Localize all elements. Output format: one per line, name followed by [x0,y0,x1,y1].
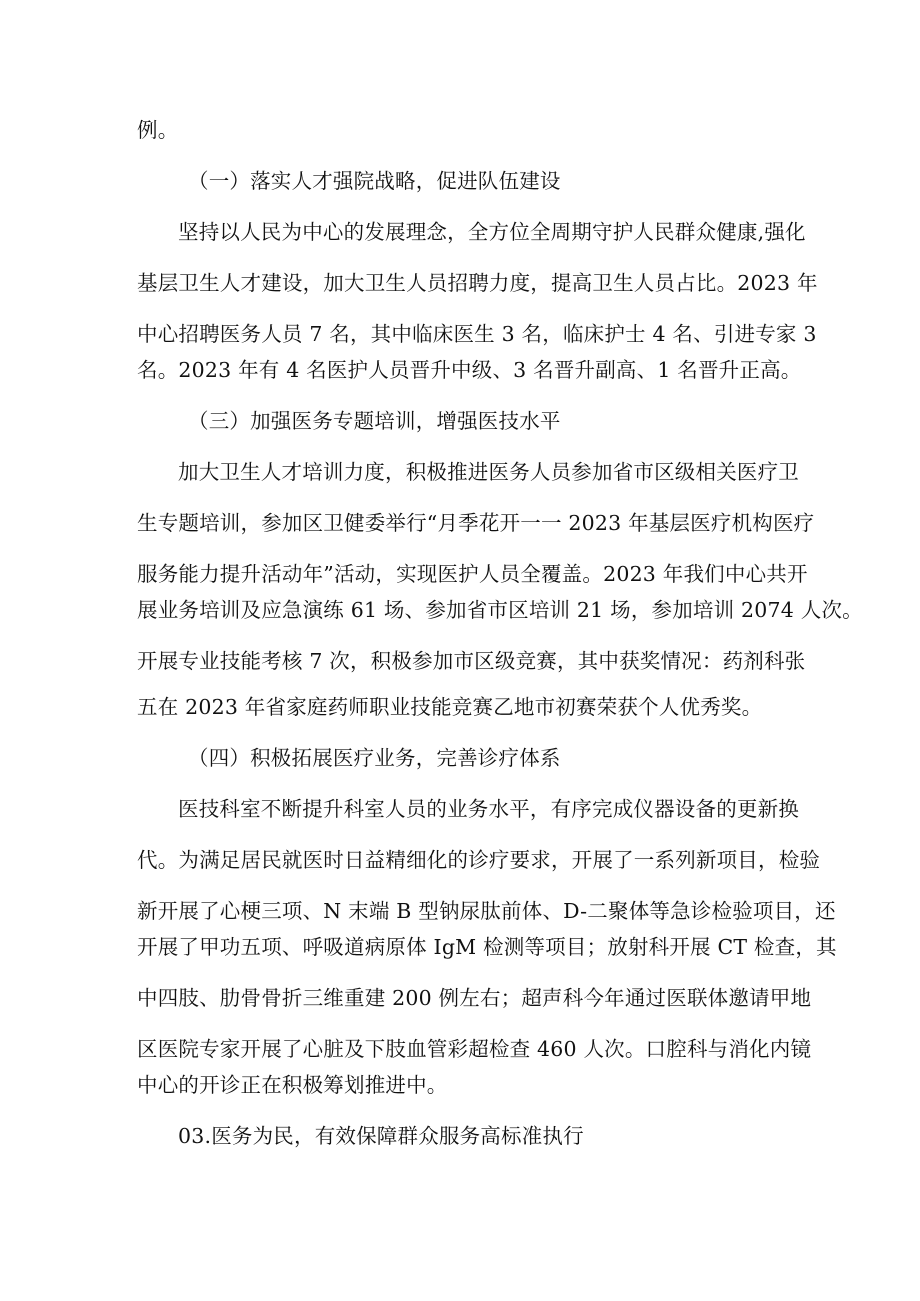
text-line: 加大卫生人才培训力度，积极推进医务人员参加省市区级相关医疗卫 [178,460,799,484]
text-line: 生专题培训，参加区卫健委举行“月季花开一一 2023 年基层医疗机构医疗 [137,511,815,535]
text-line: 服务能力提升活动年”活动，实现医护人员全覆盖。2023 年我们中心共开 [137,562,808,586]
section-heading: （一）落实人才强院战略，促进队伍建设 [188,169,561,193]
section-heading: （三）加强医务专题培训，增强医技水平 [188,409,561,433]
text-line: 展业务培训及应急演练 61 场、参加省市区培训 21 场，参加培训 2074 人次。 [137,598,863,622]
text-line: 中心的开诊正在积极筹划推进中。 [137,1073,448,1097]
text-line: 区医院专家开展了心脏及下肢血管彩超检查 460 人次。口腔科与消化内镜 [137,1037,812,1061]
text-line: 例。 [137,118,179,142]
text-line: 中心招聘医务人员 7 名，其中临床医生 3 名，临床护士 4 名、引进专家 3 [137,322,817,346]
section-subheading: 03.医务为民，有效保障群众服务高标准执行 [178,1124,584,1148]
text-line: 代。为满足居民就医时日益精细化的诊疗要求，开展了一系列新项目，检验 [137,848,821,872]
text-line: 基层卫生人才建设，加大卫生人员招聘力度，提高卫生人员占比。2023 年 [137,271,818,295]
text-line: 医技科室不断提升科室人员的业务水平，有序完成仪器设备的更新换 [178,797,799,821]
text-line: 坚持以人民为中心的发展理念，全方位全周期守护人民群众健康,强化 [178,220,806,244]
text-line: 五在 2023 年省家庭药师职业技能竞赛乙地市初赛荣获个人优秀奖。 [137,695,763,719]
text-line: 新开展了心梗三项、N 末端 B 型钠尿肽前体、D-二聚体等急诊检验项目，还 [137,899,836,923]
text-line: 中四肢、肋骨骨折三维重建 200 例左右；超声科今年通过医联体邀请甲地 [137,986,812,1010]
section-heading: （四）积极拓展医疗业务，完善诊疗体系 [188,746,561,770]
text-line: 开展专业技能考核 7 次，积极参加市区级竞赛，其中获奖情况：药剂科张 [137,649,806,673]
text-line: 开展了甲功五项、呼吸道病原体 IgM 检测等项目；放射科开展 CT 检查，其 [137,935,837,959]
text-line: 名。2023 年有 4 名医护人员晋升中级、3 名晋升副高、1 名晋升正高。 [137,358,802,382]
